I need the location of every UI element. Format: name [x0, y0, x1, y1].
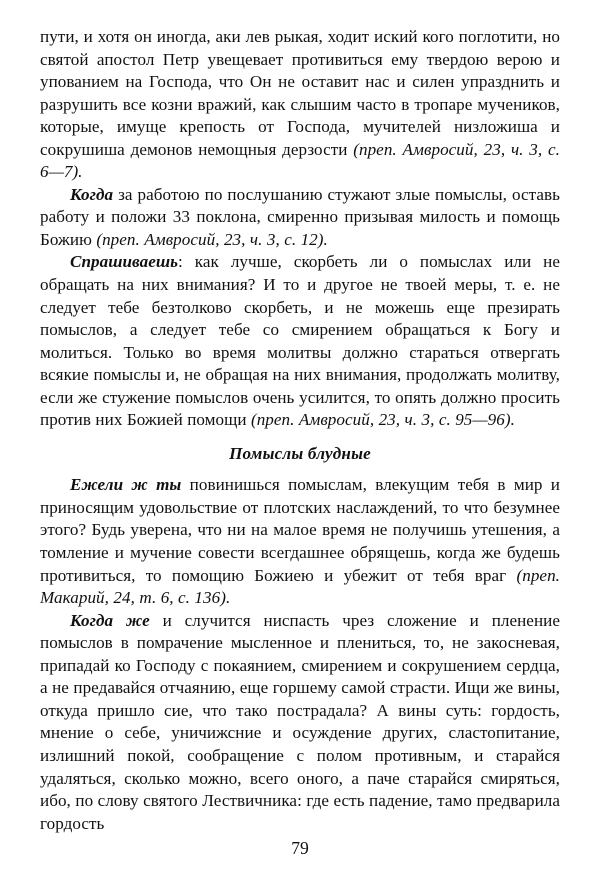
paragraph-text: повинишься помыслам, влекущим тебя в мир и приносящим удовольствие от плотских наслаждений, то что безумнее этого? Будь уверена, что ни на малое время не получишь утешения, а томление и мучение совести всегдашнее обрящешь, когда же будешь противиться, то помощию Божиею и убежит от тебя враг [40, 475, 560, 585]
paragraph-lead-in: Ежели ж ты [70, 475, 182, 495]
source-citation: (преп. Амвросий, 23, ч. 3, с. 95—96). [250, 410, 515, 430]
text-column [40, 26, 560, 835]
body-paragraph [40, 184, 560, 252]
paragraph-lead-in: Когда же [70, 610, 150, 630]
source-citation: (преп. Макарий, 24, т. 6, с. 136). [40, 565, 560, 608]
source-citation: (преп. Амвросий, 23, ч. 3, с. 6—7). [40, 139, 560, 182]
page-number: 79 [291, 838, 309, 858]
body-paragraph [40, 26, 560, 184]
body-paragraph [40, 474, 560, 609]
paragraph-text: за работою по послушанию стужают злые помыслы, оставь работу и положи 33 поклона, смиренно призывая милость и помощь Божию [40, 184, 560, 249]
paragraph-text: пути, и хотя он иногда, аки лев рыкая, ходит иский кого поглотити, но святой апостол Петр увещевает противиться ему твердою верою и упованием на Господа, что Он не оставит нас и силен упразднить и разрушить все козни вражий, как слышим часто в тропаре мучеников, которые, имуще крепость от Господа, мучителей низложиша и сокрушиша демонов немощныя дерзости [40, 27, 560, 159]
section-heading: Помыслы блудные [229, 443, 371, 463]
source-citation: (преп. Амвросий, 23, ч. 3, с. 12). [96, 229, 328, 249]
paragraph-text: : как лучше, скорбеть ли о помыслах или не обращать на них внимания? И то и другое не твоей меры, т. е. не следует тебе безтолково скорбеть, и не можешь еще презирать помыслов, а следует тебе со смирением обращаться к Богу и молиться. Только во время молитвы должно стараться отвергать всякие помыслы и, не обращая на них внимания, продолжать молитву, если же стужение помыслов очень усилится, то опять должно просить против них Божией помощи [40, 252, 560, 430]
body-paragraph [40, 251, 560, 431]
body-paragraph [40, 610, 560, 835]
paragraph-lead-in: Спрашиваешь [70, 252, 179, 272]
paragraph-text: и случится ниспасть чрез сложение и пленение помыслов в помрачение мысленное и плениться, то, не закосневая, припадай ко Господу с покаянием, смирением и сокрушением сердца, а не предавайся отчаянию, еще горшему самой страсти. Ищи же вины, откуда пришло сие, что тако пострадала? А вины суть: гордость, мнение о себе, уничижсние и осуждение других, сластопитание, излишний покой, сообращение с полом противным, и старайся удаляться, сколько можно, всего оного, а паче старайся смиряться, ибо, по слову святого Лествичника: где есть падение, тамо предварила гордость [40, 610, 560, 833]
paragraph-lead-in: Когда [70, 184, 114, 204]
